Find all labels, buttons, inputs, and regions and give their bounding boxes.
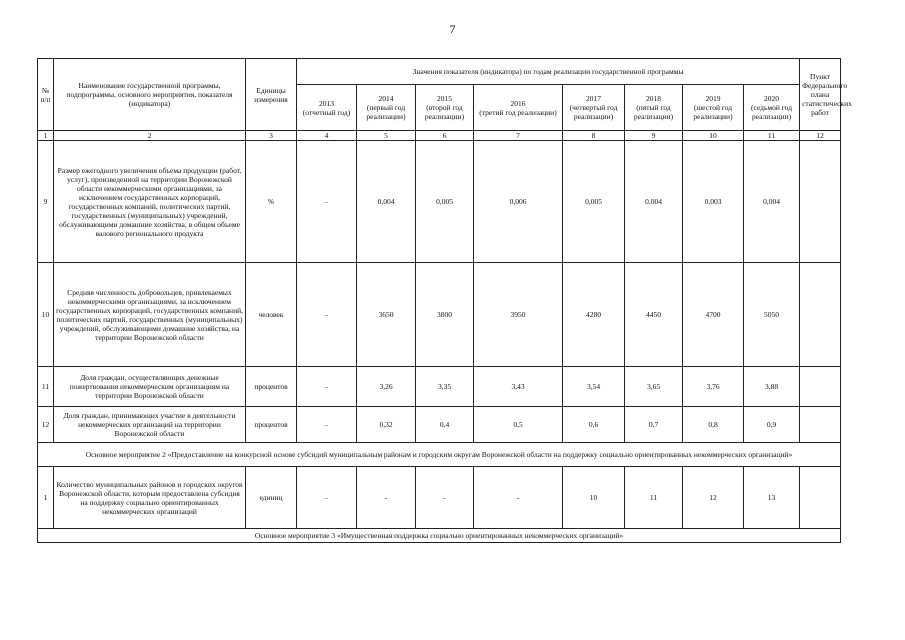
- column-number: 10: [683, 131, 744, 141]
- table-row: [38, 367, 841, 407]
- row-value: 3,26: [357, 367, 416, 407]
- header-year-2014: 2014 (первый год реализации): [357, 85, 416, 131]
- row-value: 4280: [563, 263, 625, 367]
- header-values-group: Значения показателя (индикатора) по годам реализации государственной программы: [297, 59, 800, 85]
- row-value: 0,006: [474, 141, 563, 263]
- row-value: 3,35: [416, 367, 474, 407]
- row-value: 0,5: [474, 407, 563, 443]
- row-num: 12: [38, 407, 54, 443]
- table-row: [38, 141, 841, 263]
- header-num: № п/п: [38, 59, 54, 131]
- row-unit: человек: [246, 263, 297, 367]
- row-value: 0,8: [683, 407, 744, 443]
- header-fed-plan: Пункт Федерального плана статистических работ: [800, 59, 841, 131]
- row-value: 0,004: [744, 141, 800, 263]
- row-value: -: [357, 467, 416, 529]
- table-row: [38, 467, 841, 529]
- row-value: 0,004: [357, 141, 416, 263]
- row-value: 0,004: [625, 141, 683, 263]
- row-value: 0,4: [416, 407, 474, 443]
- row-unit: %: [246, 141, 297, 263]
- section-title: Основное мероприятие 2 «Предоставление на конкурсной основе субсидий муниципальным районам и городским округам Воронежской области на поддержку социально ориентированных некоммерческих организаций»: [38, 443, 841, 467]
- row-fed: [800, 367, 841, 407]
- column-number: 4: [297, 131, 357, 141]
- header-year-2020: 2020 (седьмой год реализации): [744, 85, 800, 131]
- row-name: Средняя численность добровольцев, привлекаемых некоммерческими организациями, за исключением государственных корпораций, государственных компаний, политических партий, государственных (муниципальных) учреждений, обслуживающими домашние хозяйства, на территории Воронежской области: [54, 263, 246, 367]
- header-year-2018: 2018 (пятый год реализации): [625, 85, 683, 131]
- section-row: [38, 443, 841, 467]
- row-value: 3650: [357, 263, 416, 367]
- row-value: 10: [563, 467, 625, 529]
- row-value: 0,003: [683, 141, 744, 263]
- row-value: 3,43: [474, 367, 563, 407]
- row-unit: единиц: [246, 467, 297, 529]
- header-row-1: [38, 59, 841, 85]
- row-value: -: [297, 367, 357, 407]
- column-number: 7: [474, 131, 563, 141]
- column-number: 12: [800, 131, 841, 141]
- header-year-2013: 2013 (отчетный год): [297, 85, 357, 131]
- row-value: 0,32: [357, 407, 416, 443]
- row-unit: процентов: [246, 367, 297, 407]
- column-number: 1: [38, 131, 54, 141]
- header-unit: Единицы измерения: [246, 59, 297, 131]
- row-value: 13: [744, 467, 800, 529]
- header-year-2015: 2015 (второй год реализации): [416, 85, 474, 131]
- row-value: 3,76: [683, 367, 744, 407]
- row-num: 9: [38, 141, 54, 263]
- column-number: 2: [54, 131, 246, 141]
- row-value: 0,005: [416, 141, 474, 263]
- row-num: 1: [38, 467, 54, 529]
- row-name: Количество муниципальных районов и городских округов Воронежской области, которым предоставлена субсидия на поддержку социально ориентированных некоммерческих организаций: [54, 467, 246, 529]
- table-row: [38, 263, 841, 367]
- column-number: 6: [416, 131, 474, 141]
- row-value: 0,9: [744, 407, 800, 443]
- table-row: [38, 407, 841, 443]
- row-value: 0,005: [563, 141, 625, 263]
- column-number: 3: [246, 131, 297, 141]
- indicators-table: [37, 58, 852, 543]
- page-number: 7: [449, 22, 456, 36]
- row-value: 5050: [744, 263, 800, 367]
- row-value: 3,65: [625, 367, 683, 407]
- row-value: 0,6: [563, 407, 625, 443]
- row-value: -: [474, 467, 563, 529]
- row-name: Доля граждан, принимающих участие в деятельности некоммерческих организаций на территории Воронежской области: [54, 407, 246, 443]
- row-value: 0,7: [625, 407, 683, 443]
- header-name: Наименование государственной программы, подпрограммы, основного мероприятия, показателя (индикатора): [54, 59, 246, 131]
- row-value: 4700: [683, 263, 744, 367]
- row-fed: [800, 467, 841, 529]
- section-row: [38, 529, 841, 543]
- row-num: 11: [38, 367, 54, 407]
- column-number: 11: [744, 131, 800, 141]
- row-num: 10: [38, 263, 54, 367]
- header-year-2017: 2017 (четвертый год реализации): [563, 85, 625, 131]
- column-number: 5: [357, 131, 416, 141]
- row-value: 3,88: [744, 367, 800, 407]
- row-fed: [800, 407, 841, 443]
- section-title: Основное мероприятие 3 «Имущественная поддержка социально ориентированных некоммерческих организаций»: [38, 529, 841, 543]
- row-value: 3,54: [563, 367, 625, 407]
- row-value: -: [297, 263, 357, 367]
- row-value: -: [297, 141, 357, 263]
- row-value: -: [297, 467, 357, 529]
- row-value: 3950: [474, 263, 563, 367]
- row-fed: [800, 263, 841, 367]
- column-numbers-row: [38, 131, 841, 141]
- header-year-2019: 2019 (шестой год реализации): [683, 85, 744, 131]
- row-fed: [800, 141, 841, 263]
- row-value: 11: [625, 467, 683, 529]
- column-number: 8: [563, 131, 625, 141]
- row-value: 3800: [416, 263, 474, 367]
- column-number: 9: [625, 131, 683, 141]
- header-year-2016: 2016 (третий год реализации): [474, 85, 563, 131]
- row-unit: процентов: [246, 407, 297, 443]
- row-value: -: [416, 467, 474, 529]
- row-name: Доля граждан, осуществляющих денежные пожертвования некоммерческим организациям на территории Воронежской области: [54, 367, 246, 407]
- row-value: 12: [683, 467, 744, 529]
- row-name: Размер ежегодного увеличения объема продукции (работ, услуг), произведенной на территории Воронежской области некоммерческими организациями, за исключением государственных корпораций, государственных компаний, политических партий, государственных (муниципальных) учреждений, обслуживающими домашние хозяйства, в общем объеме валового регионального продукта: [54, 141, 246, 263]
- row-value: -: [297, 407, 357, 443]
- row-value: 4450: [625, 263, 683, 367]
